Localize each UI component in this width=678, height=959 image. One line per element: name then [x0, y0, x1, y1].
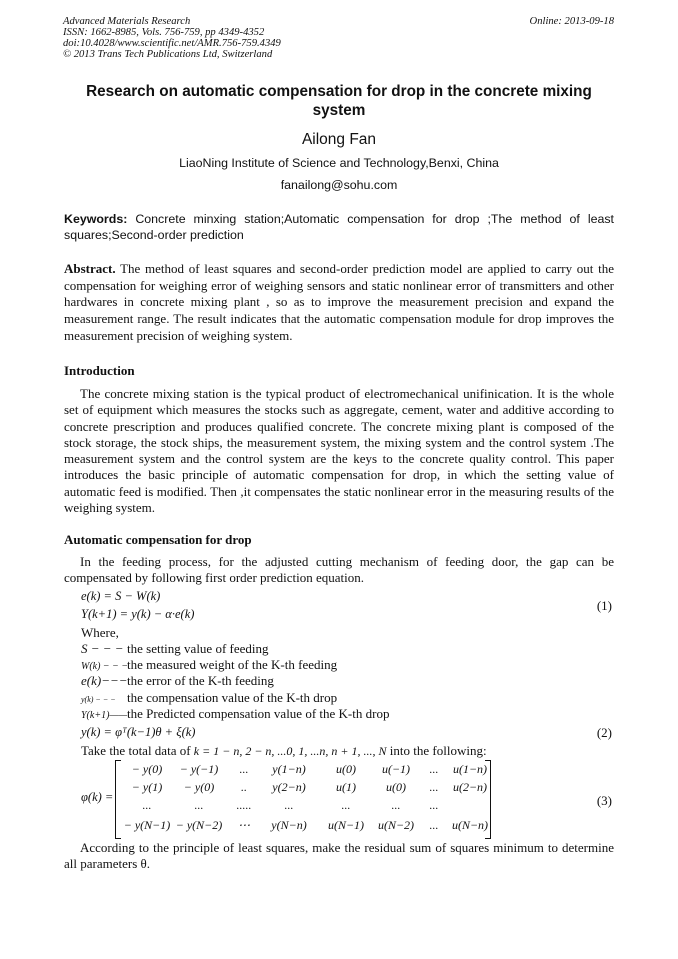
- definition-text: the measured weight of the K-th feeding: [127, 657, 338, 672]
- definition-row: [81, 641, 269, 657]
- k-range: k = 1 − n, 2 − n, ...0, 1, ...n, n + 1, ..., N: [193, 744, 387, 758]
- matrix-cell: y(1−n): [272, 762, 306, 776]
- copyright-line: © 2013 Trans Tech Publications Ltd, Switzerland: [63, 49, 273, 60]
- definition-symbol: Y(k+1)——: [81, 710, 128, 721]
- matrix-cell: ...: [194, 798, 204, 812]
- author-email: fanailong@sohu.com: [280, 178, 398, 192]
- definition-text: the setting value of feeding: [127, 641, 269, 656]
- matrix-cell: − y(1): [131, 780, 163, 794]
- matrix-cell: ...: [142, 798, 152, 812]
- online-date: Online: 2013-09-18: [529, 16, 614, 27]
- doi-line: doi:10.4028/www.scientific.net/AMR.756-759.4349: [63, 38, 281, 49]
- definition-symbol: S − − −: [81, 641, 124, 656]
- matrix-cell: ...: [429, 818, 439, 832]
- equation-2: y(k) = φᵀ(k−1)θ + ξ(k): [81, 725, 196, 739]
- take-suffix: into the following:: [386, 743, 487, 758]
- introduction-heading: Introduction: [64, 363, 135, 378]
- section-heading: Automatic compensation for drop: [64, 532, 252, 547]
- matrix-cell: u(1−n): [452, 762, 488, 776]
- matrix-cell: .....: [236, 798, 252, 812]
- matrix-left-bracket: [115, 760, 121, 839]
- matrix-cell: u(N−1): [327, 818, 365, 832]
- definition-row: [81, 673, 274, 689]
- definition-text: the error of the K-th feeding: [127, 673, 274, 688]
- equation-3-number: (3): [596, 793, 612, 808]
- equation-1a: e(k) = S − W(k): [81, 589, 161, 603]
- where-label: Where,: [81, 625, 119, 640]
- matrix-cell: ⋯: [238, 818, 250, 832]
- definition-text: the Predicted compensation value of the K-th drop: [127, 706, 390, 721]
- matrix-cell: u(N−2): [377, 818, 415, 832]
- paper-title: Research on automatic compensation for drop in the concrete mixing system: [86, 83, 592, 119]
- affiliation: LiaoNing Institute of Science and Technology,Benxi, China: [179, 156, 499, 170]
- journal-name: Advanced Materials Research: [63, 16, 191, 27]
- issn-line: ISSN: 1662-8985, Vols. 756-759, pp 4349-4352: [63, 27, 265, 38]
- matrix-cell: u(2−n): [452, 780, 488, 794]
- matrix-cell: − y(−1): [179, 762, 219, 776]
- definition-symbol: W(k) − − −: [81, 661, 129, 672]
- matrix-cell: ...: [429, 762, 439, 776]
- journal-header: [63, 16, 281, 60]
- matrix-cell: u(−1): [381, 762, 411, 776]
- matrix-cell: − y(0): [131, 762, 163, 776]
- matrix-cell: y(N−n): [271, 818, 307, 832]
- matrix-label: φ(k) =: [81, 790, 114, 804]
- definition-row: [81, 690, 337, 706]
- abstract-label: Abstract.: [64, 261, 116, 276]
- matrix-cell: u(0): [386, 780, 406, 794]
- equation-2-number: (2): [596, 725, 612, 740]
- equation-1b: Y(k+1) = y(k) − α·e(k): [81, 607, 195, 621]
- take-data-line: [81, 743, 487, 759]
- matrix-cell: ...: [391, 798, 401, 812]
- matrix-cell: u(1): [336, 780, 356, 794]
- definition-text: the compensation value of the K-th drop: [127, 690, 338, 705]
- closing-text: According to the principle of least squares, make the residual sum of squares minimum to determine all parameters θ.: [64, 840, 614, 872]
- section-intro-text: In the feeding process, for the adjusted cutting mechanism of feeding door, the gap can be compensated by following first order prediction equation.: [64, 554, 614, 586]
- equation-1-number: (1): [596, 598, 612, 613]
- matrix-cell: − y(0): [183, 780, 215, 794]
- introduction-text: The concrete mixing station is the typical product of electromechanical unifinication. It is the whole set of equipment which measures the stocks such as aggregate, cement, water and additive according to concrete prescription and produces qualified concrete. The concrete mixing plant is composed of the stock storage, the stock ships, the measurement system, the mixing system and the control system .The measurement system and the control system are the keys to the concrete quality control. This paper introduces the basic principle of automatic compensation for drop, in which the setting value of automatic feed is modified. Then ,it compensates the static nonlinear error in the measuring results of the weighing system.: [64, 386, 614, 516]
- matrix-cell: ...: [341, 798, 351, 812]
- matrix-cell: ...: [284, 798, 294, 812]
- matrix-cell: − y(N−2): [175, 818, 223, 832]
- take-prefix: Take the total data of: [81, 743, 194, 758]
- matrix-cell: − y(N−1): [123, 818, 171, 832]
- keywords-label: Keywords:: [64, 212, 128, 226]
- keywords-text: Concrete minxing station;Automatic compensation for drop ;The method of least squares;Second-order prediction: [64, 212, 614, 242]
- definition-symbol: e(k)−−−: [81, 673, 128, 688]
- matrix-cell: ...: [239, 762, 249, 776]
- definition-row: [81, 706, 389, 722]
- matrix-cell: ...: [429, 780, 439, 794]
- abstract-text: The method of least squares and second-order prediction model are applied to carry out the compensation for weighing error of weighing sensors and static nonlinear error of transmitters and other hardwares in concrete mixing plant , so as to improve the measurement precision and expand the measurement range. The result indicates that the automatic compensation module for drop improves the measurement precision of weighing system.: [64, 261, 614, 343]
- matrix-cell: ...: [429, 798, 439, 812]
- matrix-cell: ..: [241, 780, 247, 794]
- definition-symbol: y(k) − − −: [81, 695, 116, 704]
- matrix-cell: u(0): [336, 762, 356, 776]
- author-name: Ailong Fan: [301, 131, 377, 148]
- keywords: [64, 211, 614, 243]
- definition-row: [81, 657, 337, 673]
- abstract: [64, 261, 614, 345]
- matrix-cell: y(2−n): [272, 780, 306, 794]
- matrix-cell: u(N−n): [451, 818, 489, 832]
